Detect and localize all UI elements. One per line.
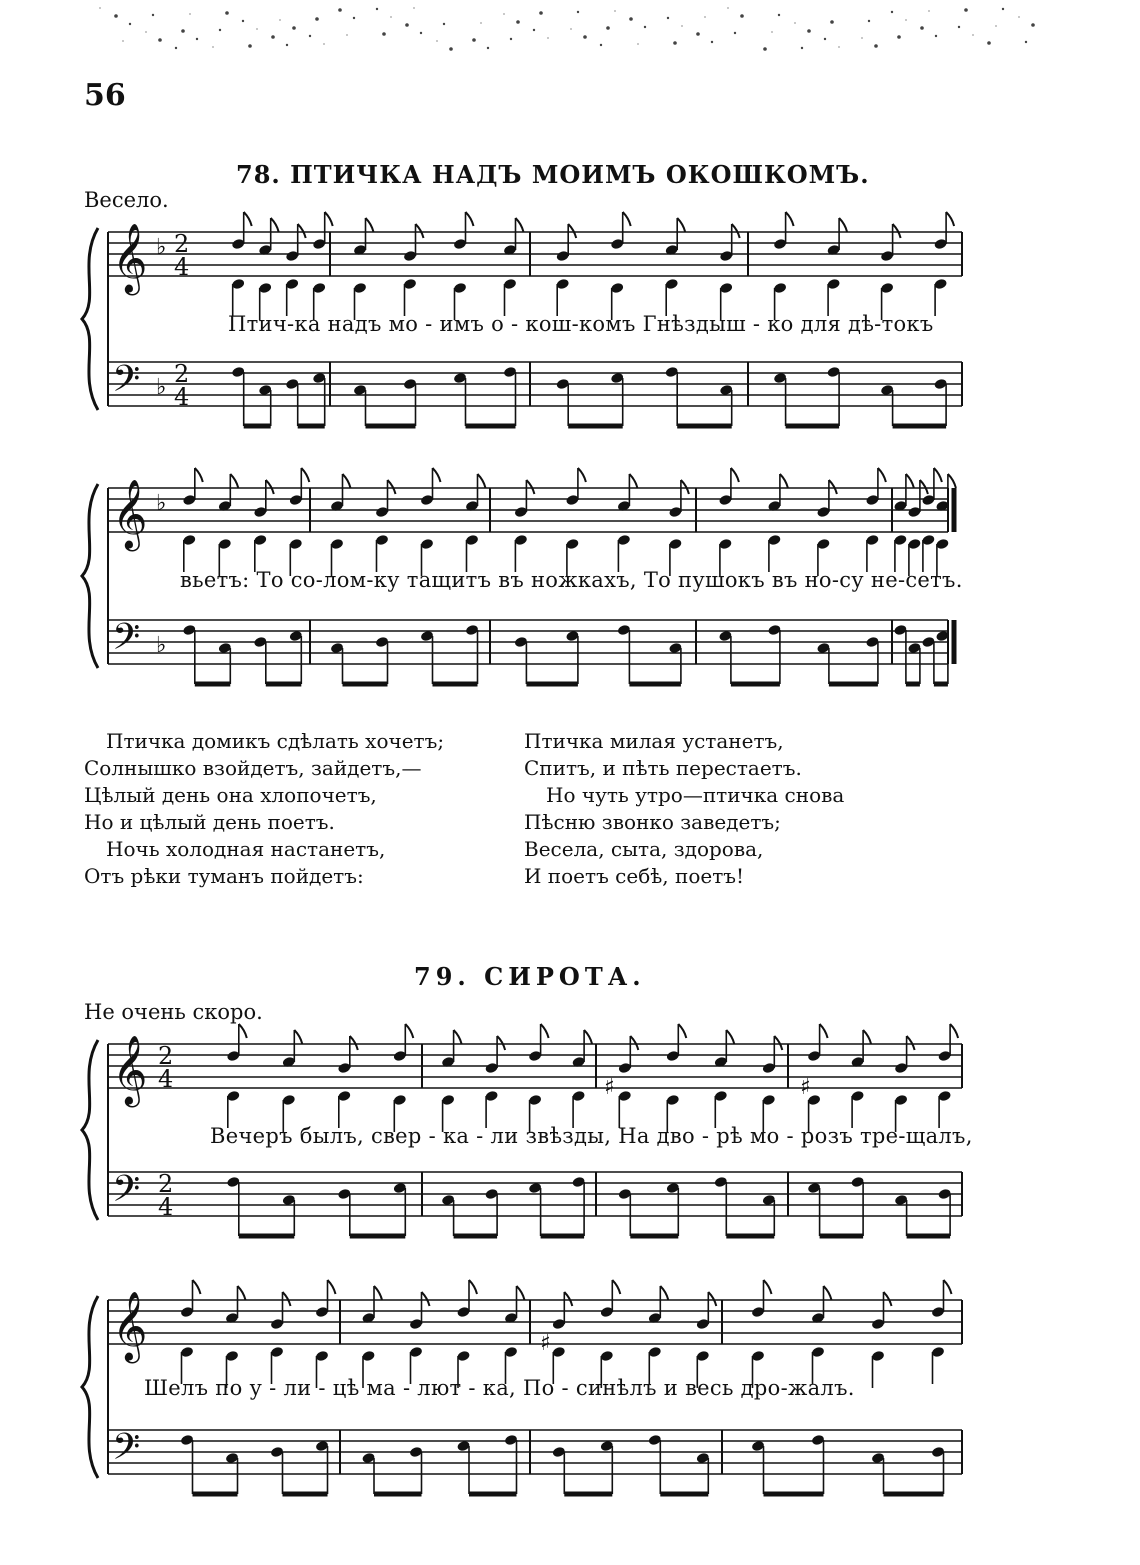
note-flag [629, 474, 637, 488]
print-speck [570, 28, 571, 29]
note-flag [878, 468, 886, 482]
verse-line: Цѣлый день она хлопочетъ, [84, 783, 377, 807]
verse-line: Пѣсню звонко заведетъ; [524, 810, 781, 834]
note-flag [839, 218, 847, 232]
print-speck [413, 7, 414, 8]
time-signature: 4 [174, 253, 190, 281]
print-speck [286, 44, 288, 46]
verse-line: Птичка милая устанетъ, [524, 729, 784, 753]
note-flag [681, 480, 689, 494]
print-speck [711, 41, 713, 43]
print-speck [734, 32, 736, 34]
print-speck [436, 40, 437, 41]
note-flag [678, 1024, 686, 1038]
note-flag [343, 474, 351, 488]
print-speck [382, 32, 386, 36]
print-speck [830, 20, 834, 24]
system-brace [82, 228, 98, 410]
note-flag [454, 1030, 462, 1044]
song-78-lyrics-system-2: вьетъ: То со-лом-ку тащитъ въ ножкахъ, То пушокъ въ но-су не-сетъ. [180, 568, 963, 592]
note-flag [568, 224, 576, 238]
song-78-title: 78. ПТИЧКА НАДЪ МОИМЪ ОКОШКОМЪ. [236, 160, 870, 189]
note-flag [708, 1292, 716, 1306]
note-flag [516, 218, 524, 232]
bass-clef: 𝄢 [112, 616, 141, 667]
print-speck [196, 38, 198, 40]
verse-line: И поетъ себѣ, поетъ! [524, 864, 745, 888]
print-speck [874, 44, 878, 48]
note-flag [623, 212, 631, 226]
print-speck [443, 23, 445, 25]
print-speck [644, 26, 646, 28]
note-flag [478, 474, 486, 488]
system-brace [82, 1296, 98, 1478]
print-speck [868, 20, 870, 22]
note-flag [731, 468, 739, 482]
system-brace [82, 484, 98, 668]
print-speck [987, 41, 991, 45]
print-speck [861, 37, 862, 38]
note-flag [469, 1280, 477, 1294]
system-brace [82, 1040, 98, 1220]
song-79-tempo: Не очень скоро. [84, 1000, 263, 1024]
note-flag [884, 1292, 892, 1306]
print-speck [129, 23, 131, 25]
print-speck [99, 7, 100, 8]
print-speck [158, 38, 162, 42]
print-speck [114, 14, 118, 18]
print-speck [577, 11, 579, 13]
print-speck [376, 8, 378, 10]
note-flag [660, 1286, 668, 1300]
print-speck [309, 35, 311, 37]
song-78-tempo: Весело. [84, 188, 169, 212]
note-flag [497, 1036, 505, 1050]
note-flag [244, 212, 252, 226]
print-speck [935, 35, 937, 37]
key-flat: ♭ [156, 491, 167, 516]
print-speck [533, 29, 535, 31]
key-flat: ♭ [156, 633, 167, 658]
note-flag [416, 224, 424, 238]
note-flag [564, 1292, 572, 1306]
time-signature: 2 [174, 360, 190, 388]
print-speck [516, 20, 520, 24]
note-flag [238, 1286, 246, 1300]
print-speck [673, 41, 677, 45]
note-flag [301, 468, 309, 482]
note-flag [328, 1280, 336, 1294]
note-flag [920, 480, 928, 494]
note-flag [350, 1036, 358, 1050]
print-speck [315, 17, 319, 21]
verse-line: Солнышко взойдетъ, зайдетъ,— [84, 756, 422, 780]
print-speck [242, 20, 244, 22]
print-speck [487, 47, 489, 49]
note-flag [230, 474, 238, 488]
note-flag [764, 1280, 772, 1294]
print-speck [629, 17, 633, 21]
note-flag [944, 1280, 952, 1294]
print-speck [219, 29, 221, 31]
print-speck [763, 47, 767, 51]
print-speck [794, 22, 795, 23]
print-speck [905, 19, 906, 20]
print-speck [637, 43, 638, 44]
song-79-lyrics-system-2: Шелъ по у - ли - цѣ ма - лют - ка, По - синѣлъ и весь дро-жалъ. [144, 1376, 855, 1400]
verse-line: Отъ рѣки туманъ пойдетъ: [84, 864, 364, 888]
note-flag [677, 218, 685, 232]
sharp-accidental: ♯ [800, 1075, 811, 1100]
print-speck [212, 46, 213, 47]
note-flag [193, 1280, 201, 1294]
note-flag [466, 212, 474, 226]
time-signature: 4 [174, 383, 190, 411]
print-speck [801, 47, 803, 49]
note-flag [893, 224, 901, 238]
note-flag [946, 212, 954, 226]
note-flag [829, 480, 837, 494]
print-speck [346, 34, 347, 35]
note-flag [786, 212, 794, 226]
note-flag [774, 1036, 782, 1050]
print-speck [189, 13, 190, 14]
print-speck [972, 34, 973, 35]
print-speck [958, 26, 960, 28]
note-flag [584, 1030, 592, 1044]
note-flag [934, 468, 942, 482]
verse-line: Весела, сыта, здорова, [524, 837, 764, 861]
sharp-accidental: ♯ [540, 1331, 551, 1356]
print-speck [681, 25, 682, 26]
note-flag [726, 1030, 734, 1044]
bass-clef: 𝄢 [112, 1168, 141, 1219]
note-flag [578, 468, 586, 482]
print-speck [667, 17, 669, 19]
note-flag [950, 1024, 958, 1038]
treble-clef: 𝄞 [112, 1291, 148, 1361]
treble-clef: 𝄞 [112, 223, 148, 293]
sharp-accidental: ♯ [604, 1075, 615, 1100]
treble-clef: 𝄞 [112, 479, 148, 549]
time-signature: 4 [158, 1065, 174, 1093]
print-speck [838, 46, 839, 47]
print-speck [778, 14, 780, 16]
print-speck [292, 26, 296, 30]
print-speck [606, 26, 610, 30]
note-flag [239, 1024, 247, 1038]
song-79-title: 79. СИРОТА. [414, 962, 646, 991]
verse-line: Но чуть утро—птичка снова [546, 783, 845, 807]
print-speck [353, 17, 355, 19]
print-speck [323, 43, 324, 44]
print-speck [583, 35, 587, 39]
note-flag [271, 218, 279, 232]
note-flag [366, 218, 374, 232]
treble-clef: 𝄞 [112, 1035, 148, 1105]
note-flag [780, 474, 788, 488]
page-number: 56 [84, 78, 126, 113]
note-flag [526, 480, 534, 494]
print-speck [995, 25, 996, 26]
note-flag [906, 474, 914, 488]
note-flag [630, 1036, 638, 1050]
note-flag [824, 1286, 832, 1300]
print-speck [256, 28, 257, 29]
print-speck [824, 38, 826, 40]
bass-clef: 𝄢 [112, 358, 141, 409]
note-flag [863, 1030, 871, 1044]
print-speck [727, 7, 728, 8]
print-speck [891, 11, 893, 13]
note-flag [541, 1024, 549, 1038]
print-speck [1031, 23, 1035, 27]
note-flag [433, 468, 441, 482]
print-speck [1025, 41, 1027, 43]
print-speck [614, 10, 615, 11]
note-flag [325, 212, 333, 226]
verse-line: Спитъ, и пѣть перестаетъ. [524, 756, 802, 780]
print-speck [248, 44, 252, 48]
print-speck [405, 23, 409, 27]
verse-line: Но и цѣлый день поетъ. [84, 810, 335, 834]
note-flag [517, 1286, 525, 1300]
time-signature: 2 [158, 1170, 174, 1198]
print-speck [420, 32, 422, 34]
note-flag [948, 474, 956, 488]
note-flag [388, 480, 396, 494]
verse-line: Птичка домикъ сдѣлать хочетъ; [106, 729, 445, 753]
time-signature: 4 [158, 1193, 174, 1221]
print-speck [897, 35, 901, 39]
note-flag [732, 224, 740, 238]
print-speck [338, 8, 342, 12]
print-speck [390, 16, 391, 17]
verse-line: Ночь холодная настанетъ, [106, 837, 386, 861]
print-speck [539, 11, 543, 15]
time-signature: 2 [158, 1042, 174, 1070]
print-speck [472, 38, 476, 42]
note-flag [266, 480, 274, 494]
print-speck [225, 11, 229, 15]
print-speck [145, 31, 146, 32]
print-speck [510, 38, 512, 40]
key-flat: ♭ [156, 235, 167, 260]
print-speck [181, 29, 185, 33]
song-79-lyrics-system-1: Вечеръ былъ, свер - ка - ли звѣзды, На дво - рѣ мо - розъ тре-щалъ, [210, 1124, 973, 1148]
note-flag [820, 1024, 828, 1038]
note-flag [283, 1292, 291, 1306]
print-speck [271, 35, 275, 39]
note-flag [195, 468, 203, 482]
print-speck [449, 47, 453, 51]
print-speck [964, 8, 968, 12]
print-speck [771, 31, 772, 32]
print-speck [175, 47, 177, 49]
print-speck [928, 10, 929, 11]
print-speck [1018, 16, 1019, 17]
print-speck [920, 26, 924, 30]
note-flag [422, 1292, 430, 1306]
time-signature: 2 [174, 230, 190, 258]
print-speck [1002, 8, 1004, 10]
print-speck [279, 19, 280, 20]
key-flat: ♭ [156, 375, 167, 400]
print-speck [152, 14, 154, 16]
print-speck [503, 13, 504, 14]
print-speck [696, 32, 700, 36]
note-flag [374, 1286, 382, 1300]
note-flag [298, 224, 306, 238]
print-speck [600, 44, 602, 46]
note-flag [612, 1280, 620, 1294]
print-speck [480, 22, 481, 23]
print-speck [740, 14, 744, 18]
song-78-lyrics-system-1: Птич-ка надъ мо - имъ о - кош-комъ Гнѣздыш - ко для дѣ-токъ [228, 312, 934, 336]
print-speck [807, 29, 811, 33]
note-flag [405, 1024, 413, 1038]
bass-clef: 𝄢 [112, 1426, 141, 1477]
print-speck [122, 40, 123, 41]
note-flag [294, 1030, 302, 1044]
print-speck [704, 16, 705, 17]
note-flag [907, 1036, 915, 1050]
print-speck [547, 37, 548, 38]
